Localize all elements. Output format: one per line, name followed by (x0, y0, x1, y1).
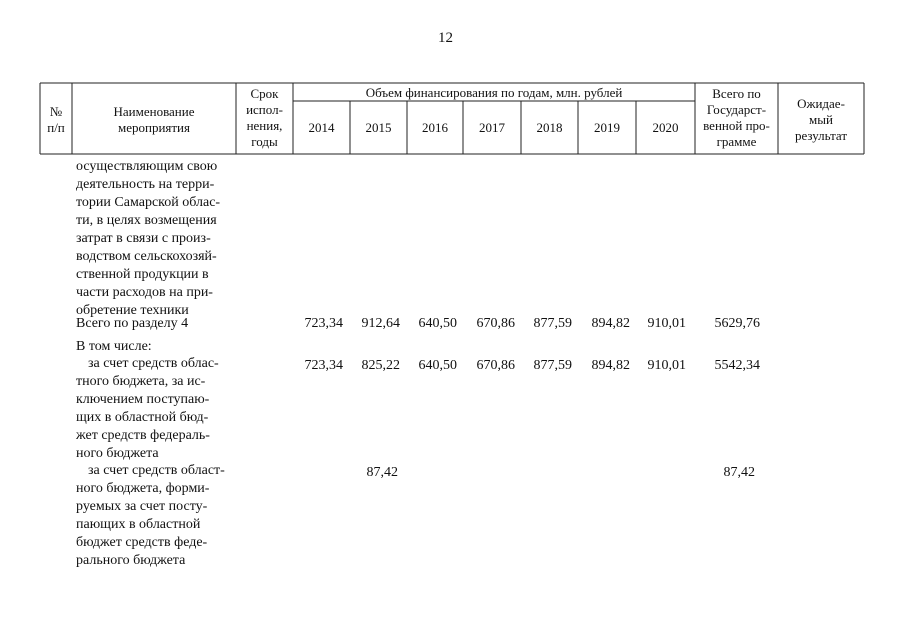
header-col-funding: Объем финансирования по годам, млн. рублей (365, 85, 623, 100)
regional-budget-text: за счет средств облас- тного бюджета, за ис- ключением поступаю- щих в областной бюд- жет средств федераль- ного бюджета (76, 356, 219, 461)
header-year: 2020 (652, 120, 679, 135)
header-col-name: Наименование мероприятия (113, 104, 195, 135)
regional-2015: 825,22 (361, 358, 400, 373)
section-total-2015: 912,64 (361, 316, 400, 331)
section-total-2016: 640,50 (418, 316, 457, 331)
header-year: 2015 (365, 120, 392, 135)
section-total-2014: 723,34 (304, 316, 343, 331)
regional-2018: 877,59 (533, 358, 572, 373)
regional-2014: 723,34 (304, 358, 343, 373)
header-col-result: Ожидае- мый результат (794, 96, 848, 143)
header-col-number: № п/п (47, 104, 65, 135)
header-col-term: Срок испол- нения, годы (246, 86, 283, 149)
header-year: 2018 (536, 120, 563, 135)
section-total-2019: 894,82 (591, 316, 630, 331)
header-year: 2017 (479, 120, 505, 135)
section-total-2017: 670,86 (476, 316, 515, 331)
federal-funded-text: за счет средств област- ного бюджета, форми- руемых за счет посту- пающих в областной бюджет средств феде- рального бюджета (76, 463, 225, 568)
regional-2019: 894,82 (591, 358, 630, 373)
section-total-2020: 910,01 (647, 316, 686, 331)
including-label: В том числе: (76, 339, 152, 354)
regional-2017: 670,86 (476, 358, 515, 373)
header-year: 2019 (594, 120, 620, 135)
header-col-total: Всего по Государст- венной про- грамме (703, 86, 770, 149)
regional-2016: 640,50 (418, 358, 457, 373)
section-total-2018: 877,59 (533, 316, 572, 331)
header-year: 2016 (422, 120, 448, 135)
regional-sum: 5542,34 (714, 358, 760, 373)
federal-2015: 87,42 (366, 465, 398, 480)
header-year: 2014 (308, 120, 335, 135)
federal-sum: 87,42 (723, 465, 755, 480)
section-total-sum: 5629,76 (714, 316, 760, 331)
continuation-text: осуществляющим свою деятельность на терри- тории Самарской облас- ти, в целях возмещения затрат в связи с произ- водством сельскохозяй- ственной продукции в части расходов на при- обретение техники (76, 159, 221, 318)
page-number: 12 (438, 30, 453, 46)
regional-2020: 910,01 (647, 358, 686, 373)
section-total-label: Всего по разделу 4 (76, 316, 189, 331)
